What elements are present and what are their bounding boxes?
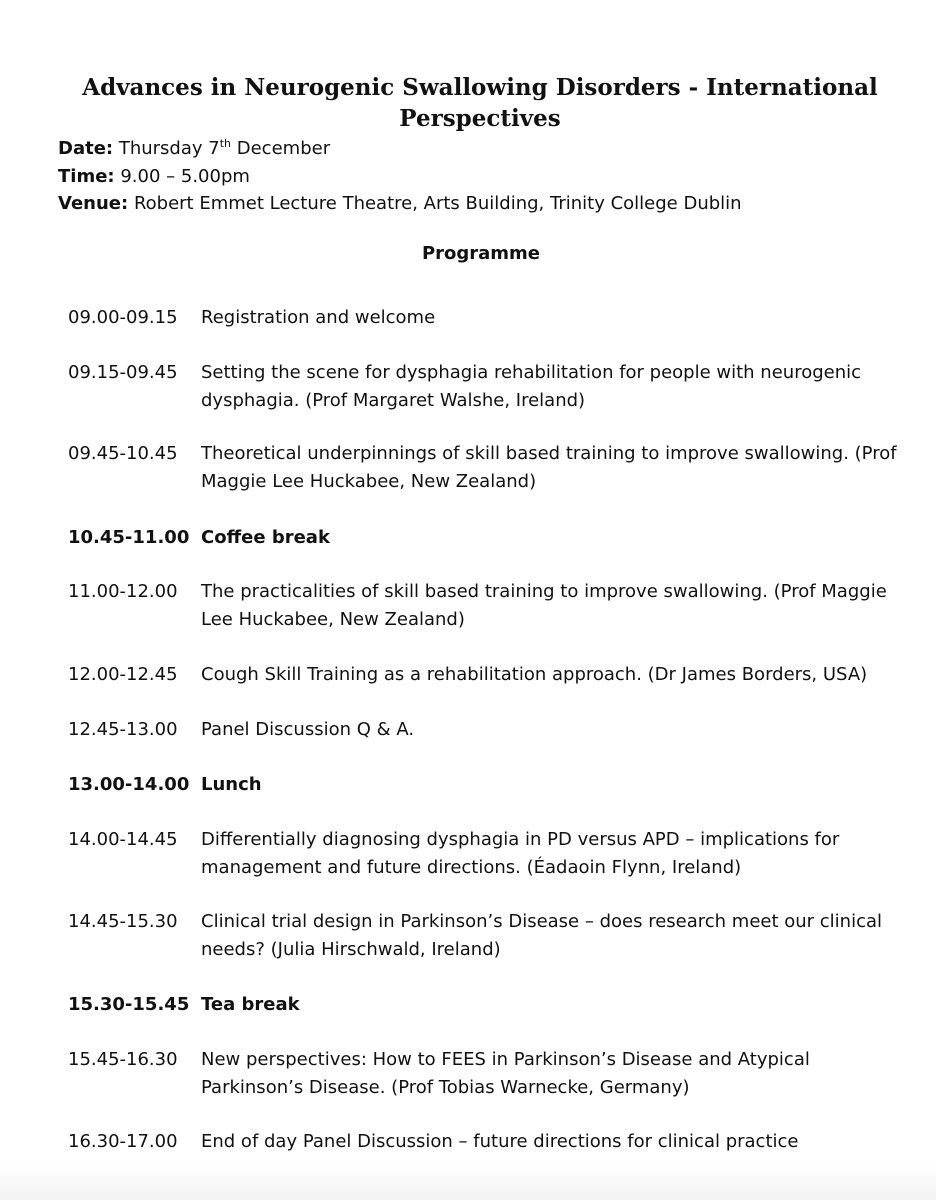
session-time: 11.00-12.00 [68,581,178,602]
session-time: 14.45-15.30 [68,911,178,932]
session-description: The practicalities of skill based training to improve swallowing. (Prof Maggie Lee Huckabee, New Zealand) [201,581,887,630]
date-line [58,135,742,163]
session-description: Registration and welcome [201,307,436,328]
session-time: 12.45-13.00 [68,719,178,740]
session-time: 09.45-10.45 [68,443,178,464]
session-time: 09.00-09.15 [68,307,178,328]
programme-heading: Programme [421,243,541,264]
session-description: Cough Skill Training as a rehabilitation approach. (Dr James Borders, USA) [201,664,868,685]
session-description: Differentially diagnosing dysphagia in PD versus APD – implications for management and future directions. (Éadaoin Flynn, Ireland) [201,829,840,878]
venue-line [58,190,742,218]
time-label: Time: [58,165,115,187]
session-description: New perspectives: How to FEES in Parkinson’s Disease and Atypical Parkinson’s Disease. (Prof Tobias Warnecke, Germany) [201,1049,810,1098]
session-time: 10.45-11.00 [68,527,190,548]
session-time: 13.00-14.00 [68,774,190,795]
session-time: 15.30-15.45 [68,994,190,1015]
session-description: Panel Discussion Q & A. [201,719,415,740]
time-line [58,163,742,191]
time-value: 9.00 – 5.00pm [120,165,250,187]
session-time: 12.00-12.45 [68,664,178,685]
date-value: Thursday 7 [118,138,220,159]
date-ordinal-suffix: th [219,137,232,150]
event-details [58,135,742,218]
session-description: Coffee break [201,527,330,548]
session-description: Tea break [201,994,300,1015]
venue-label: Venue: [58,193,129,214]
date-month: December [236,138,331,159]
session-description: Lunch [201,774,262,795]
session-time: 15.45-16.30 [68,1049,178,1070]
date-label: Date: [58,138,114,159]
document-title: Advances in Neurogenic Swallowing Disorders - International Perspectives [82,74,878,132]
page-bottom-shadow [0,1164,936,1200]
session-time: 14.00-14.45 [68,829,178,850]
venue-value: Robert Emmet Lecture Theatre, Arts Building, Trinity College Dublin [133,193,742,214]
session-description: End of day Panel Discussion – future directions for clinical practice [201,1131,799,1152]
session-time: 16.30-17.00 [68,1131,178,1152]
session-time: 09.15-09.45 [68,362,178,383]
session-description: Theoretical underpinnings of skill based training to improve swallowing. (Prof Maggie Lee Huckabee, New Zealand) [201,443,897,492]
session-description: Setting the scene for dysphagia rehabilitation for people with neurogenic dysphagia. (Prof Margaret Walshe, Ireland) [201,362,862,411]
session-description: Clinical trial design in Parkinson’s Disease – does research meet our clinical needs? (Julia Hirschwald, Ireland) [201,911,883,960]
